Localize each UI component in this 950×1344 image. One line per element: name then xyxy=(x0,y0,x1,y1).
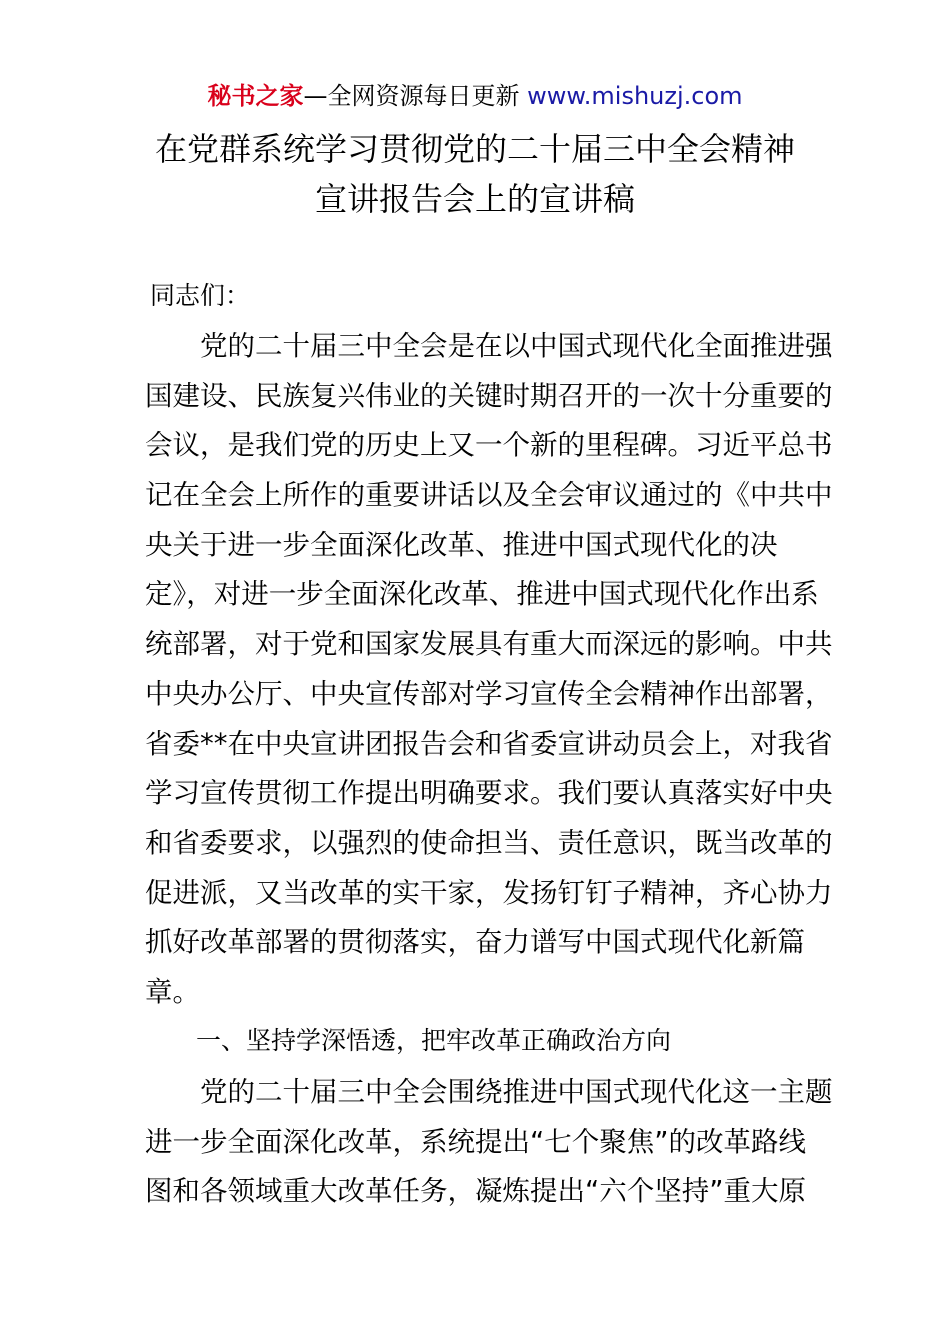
text-line: 章。 xyxy=(145,975,200,1008)
site-tagline: —全网资源每日更新 xyxy=(303,82,528,110)
salutation: 同志们： xyxy=(150,281,251,310)
text-line: 抓好改革部署的贯彻落实，奋力谱写中国式现代化新篇 xyxy=(145,926,805,959)
text-line: 央关于进一步全面深化改革、推进中国式现代化的决 xyxy=(145,528,778,561)
paragraph-2 xyxy=(145,1068,833,1217)
text-line: 党的二十届三中全会是在以中国式现代化全面推进强 xyxy=(145,330,833,362)
text-line: 会议，是我们党的历史上又一个新的里程碑。习近平总书 xyxy=(145,429,833,462)
text-line: 学习宣传贯彻工作提出明确要求。我们要认真落实好中央 xyxy=(145,777,833,810)
text-line: 党的二十届三中全会围绕推进中国式现代化这一主题 xyxy=(145,1076,833,1108)
section-heading-1: 一、坚持学深悟透，把牢改革正确政治方向 xyxy=(196,1026,672,1055)
paragraph-1 xyxy=(145,322,833,1018)
text-line: 省委**在中央宣讲团报告会和省委宣讲动员会上，对我省 xyxy=(145,727,833,760)
text-line: 国建设、民族复兴伟业的关键时期召开的一次十分重要的 xyxy=(145,379,833,412)
text-line: 图和各领域重大改革任务，凝炼提出“六个坚持”重大原 xyxy=(145,1175,806,1208)
text-line: 中央办公厅、中央宣传部对学习宣传全会精神作出部署， xyxy=(145,677,833,710)
title-line-1: 在党群系统学习贯彻党的二十届三中全会精神 xyxy=(154,130,795,168)
document-title xyxy=(0,124,950,224)
text-line: 进一步全面深化改革，系统提出“七个聚焦”的改革路线 xyxy=(145,1125,806,1158)
text-line: 统部署，对于党和国家发展具有重大而深远的影响。中共 xyxy=(145,628,833,661)
text-line: 记在全会上所作的重要讲话以及全会审议通过的《中共中 xyxy=(145,479,833,512)
site-header xyxy=(0,80,950,112)
text-line: 定》，对进一步全面深化改革、推进中国式现代化作出系 xyxy=(145,578,819,611)
text-line: 和省委要求，以强烈的使命担当、责任意识，既当改革的 xyxy=(145,826,833,859)
title-line-2: 宣讲报告会上的宣讲稿 xyxy=(314,180,635,218)
text-line: 促进派，又当改革的实干家，发扬钉钉子精神，齐心协力 xyxy=(145,876,833,909)
site-url-link[interactable]: www.mishuzj.com xyxy=(527,82,743,110)
site-brand: 秘书之家 xyxy=(207,82,304,110)
